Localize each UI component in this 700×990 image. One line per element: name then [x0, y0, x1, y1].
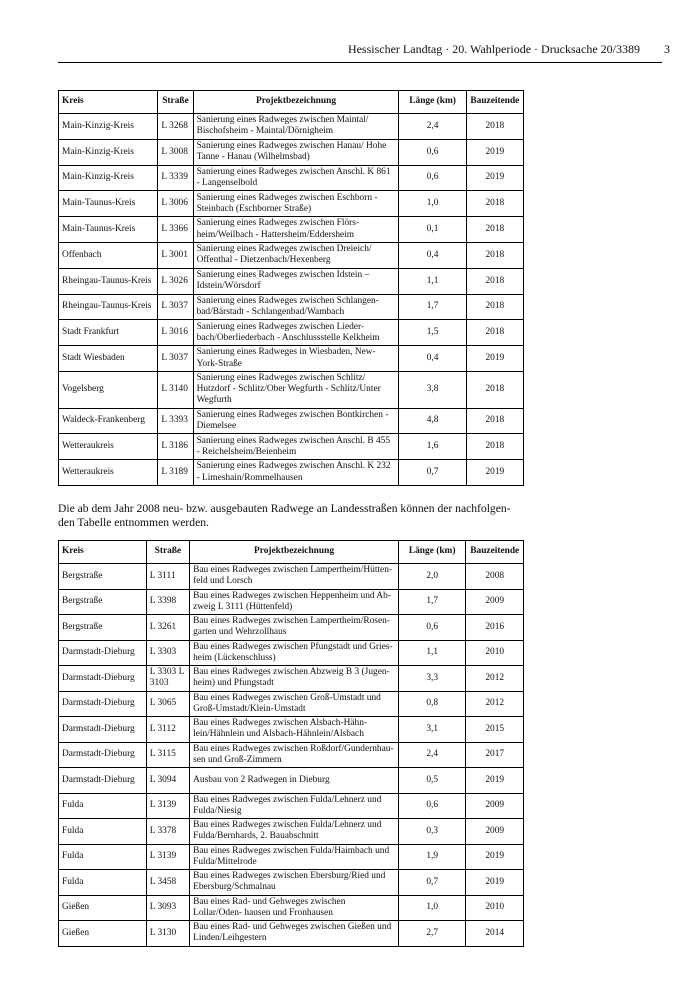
table-row	[59, 242, 524, 268]
cell-laenge: 2,7	[398, 921, 466, 947]
cell-projekt: Sanierung eines Radweges zwischen Schlangen- bad/Bärstadt - Schlangenbad/Wambach	[193, 294, 399, 320]
cell-kreis: Darmstadt-Dieburg	[59, 640, 147, 666]
cell-projekt: Sanierung eines Radweges zwischen Lieder- bach/Oberliederbach - Anschlussstelle Kelkheim	[193, 320, 399, 346]
cell-bauzeitende: 2009	[466, 819, 524, 845]
table-row	[59, 819, 524, 845]
cell-laenge: 1,0	[399, 191, 466, 217]
cell-laenge: 3,1	[398, 717, 466, 743]
cell-strasse: L 3303	[146, 640, 189, 666]
cell-kreis: Stadt Frankfurt	[59, 320, 158, 346]
cell-bauzeitende: 2018	[466, 242, 523, 268]
table-row	[59, 217, 524, 243]
cell-projekt: Sanierung eines Radweges zwischen Anschl. B 455 - Reichelsheim/Beienheim	[193, 434, 399, 460]
cell-strasse: L 3458	[146, 870, 189, 896]
cell-projekt: Bau eines Radweges zwischen Fulda/Lehnerz und Fulda/Bernhards, 2. Bauabschnitt	[190, 819, 399, 845]
cell-projekt: Sanierung eines Radweges zwischen Schlitz/ Hutzdorf - Schlitz/Ober Wegfurth - Schlitz/Unter Wegfurth	[193, 371, 399, 408]
column-header: Kreis	[59, 91, 158, 114]
cell-bauzeitende: 2010	[466, 640, 524, 666]
cell-projekt: Sanierung eines Radweges in Wiesbaden, New-York-Straße	[193, 346, 399, 372]
cell-projekt: Bau eines Radweges zwischen Roßdorf/Gundernhau- sen und Groß-Zimmern	[190, 742, 399, 768]
cell-bauzeitende: 2019	[466, 460, 523, 486]
cell-strasse: L 3016	[158, 320, 193, 346]
cell-bauzeitende: 2018	[466, 114, 523, 140]
cell-strasse: L 3139	[146, 793, 189, 819]
cell-projekt: Bau eines Radweges zwischen Lampertheim/Hütten- feld und Lorsch	[190, 564, 399, 590]
cell-projekt: Bau eines Radweges zwischen Fulda/Lehnerz und Fulda/Niesig	[190, 793, 399, 819]
table-row	[59, 371, 524, 408]
cell-strasse: L 3094	[146, 768, 189, 794]
column-header: Projektbezeichnung	[190, 541, 399, 564]
cell-bauzeitende: 2018	[466, 434, 523, 460]
cell-projekt: Bau eines Radweges zwischen Ebersburg/Ried und Ebersburg/Schmalnau	[190, 870, 399, 896]
cell-bauzeitende: 2015	[466, 717, 524, 743]
cell-kreis: Gießen	[59, 921, 147, 947]
cell-laenge: 1,5	[399, 320, 466, 346]
cell-laenge: 0,6	[398, 793, 466, 819]
paragraph: Die ab dem Jahr 2008 neu- bzw. ausgebauten Radwege an Landesstraßen können der nachfolgen- den Tabelle entnommen werden.	[58, 502, 511, 529]
cell-strasse: L 3303 L 3103	[146, 666, 189, 692]
table-row	[59, 294, 524, 320]
cell-laenge: 0,6	[398, 615, 466, 641]
cell-bauzeitende: 2010	[466, 895, 524, 921]
cell-bauzeitende: 2018	[466, 294, 523, 320]
cell-kreis: Darmstadt-Dieburg	[59, 666, 147, 692]
cell-projekt: Sanierung eines Radweges zwischen Bontkirchen - Diemelsee	[193, 408, 399, 434]
table-row	[59, 717, 524, 743]
table-row	[59, 434, 524, 460]
cell-bauzeitende: 2008	[466, 564, 524, 590]
cell-projekt: Sanierung eines Radweges zwischen Idstein – Idstein/Wörsdorf	[193, 268, 399, 294]
table-row	[59, 320, 524, 346]
cell-kreis: Wetteraukreis	[59, 460, 158, 486]
cell-bauzeitende: 2014	[466, 921, 524, 947]
cell-strasse: L 3093	[146, 895, 189, 921]
cell-projekt: Bau eines Radweges zwischen Lampertheim/Rosen- garten und Wehrzollhaus	[190, 615, 399, 641]
cell-laenge: 0,6	[399, 165, 466, 191]
cell-strasse: L 3115	[146, 742, 189, 768]
cell-strasse: L 3186	[158, 434, 193, 460]
table-neubau	[58, 540, 524, 947]
cell-projekt: Bau eines Rad- und Gehweges zwischen Gießen und Linden/Leihgestern	[190, 921, 399, 947]
cell-kreis: Darmstadt-Dieburg	[59, 691, 147, 717]
cell-strasse: L 3366	[158, 217, 193, 243]
cell-strasse: L 3393	[158, 408, 193, 434]
cell-kreis: Rheingau-Taunus-Kreis	[59, 268, 158, 294]
cell-kreis: Bergstraße	[59, 615, 147, 641]
table-row	[59, 460, 524, 486]
page-header	[0, 42, 700, 58]
column-header: Bauzeitende	[466, 91, 523, 114]
table-row	[59, 921, 524, 947]
cell-projekt: Bau eines Radweges zwischen Pfungstadt und Gries- heim (Lückenschluss)	[190, 640, 399, 666]
cell-kreis: Main-Kinzig-Kreis	[59, 114, 158, 140]
table-row	[59, 691, 524, 717]
table-row	[59, 615, 524, 641]
cell-bauzeitende: 2019	[466, 768, 524, 794]
cell-laenge: 1,1	[399, 268, 466, 294]
cell-kreis: Fulda	[59, 819, 147, 845]
cell-kreis: Rheingau-Taunus-Kreis	[59, 294, 158, 320]
cell-projekt: Bau eines Radweges zwischen Abzweig B 3 (Jugen- heim) und Pfungstadt	[190, 666, 399, 692]
table-row	[59, 139, 524, 165]
table-row	[59, 844, 524, 870]
cell-projekt: Sanierung eines Radweges zwischen Dreieich/ Offenthal - Dietzenbach/Hexenberg	[193, 242, 399, 268]
cell-strasse: L 3037	[158, 346, 193, 372]
cell-bauzeitende: 2019	[466, 844, 524, 870]
cell-projekt: Bau eines Radweges zwischen Alsbach-Hähn- lein/Hähnlein und Alsbach-Hähnlein/Alsbach	[190, 717, 399, 743]
table-row	[59, 114, 524, 140]
cell-strasse: L 3111	[146, 564, 189, 590]
column-header: Straße	[146, 541, 189, 564]
cell-projekt: Bau eines Radweges zwischen Groß-Umstadt und Groß-Umstadt/Klein-Umstadt	[190, 691, 399, 717]
cell-projekt: Bau eines Radweges zwischen Fulda/Haimbach und Fulda/Mittelrode	[190, 844, 399, 870]
cell-bauzeitende: 2018	[466, 408, 523, 434]
table-row	[59, 408, 524, 434]
column-header: Länge (km)	[399, 91, 466, 114]
cell-projekt: Bau eines Rad- und Gehweges zwischen Lollar/Oden- hausen und Fronhausen	[190, 895, 399, 921]
cell-kreis: Waldeck-Frankenberg	[59, 408, 158, 434]
cell-bauzeitende: 2018	[466, 217, 523, 243]
table-row	[59, 793, 524, 819]
column-header: Bauzeitende	[466, 541, 524, 564]
cell-strasse: L 3008	[158, 139, 193, 165]
cell-kreis: Stadt Wiesbaden	[59, 346, 158, 372]
table-row	[59, 870, 524, 896]
cell-projekt: Sanierung eines Radweges zwischen Flörs- heim/Weilbach - Hattersheim/Eddersheim	[193, 217, 399, 243]
cell-laenge: 0,7	[399, 460, 466, 486]
cell-projekt: Sanierung eines Radweges zwischen Maintal/ Bischofsheim - Maintal/Dörnigheim	[193, 114, 399, 140]
cell-strasse: L 3398	[146, 589, 189, 615]
cell-laenge: 0,4	[399, 346, 466, 372]
cell-kreis: Fulda	[59, 870, 147, 896]
cell-laenge: 1,9	[398, 844, 466, 870]
cell-laenge: 3,8	[399, 371, 466, 408]
cell-kreis: Main-Kinzig-Kreis	[59, 165, 158, 191]
cell-strasse: L 3189	[158, 460, 193, 486]
column-header: Kreis	[59, 541, 147, 564]
cell-bauzeitende: 2019	[466, 346, 523, 372]
header-rule	[58, 62, 662, 63]
cell-laenge: 2,4	[399, 114, 466, 140]
table-row	[59, 742, 524, 768]
cell-laenge: 0,4	[399, 242, 466, 268]
cell-strasse: L 3006	[158, 191, 193, 217]
cell-kreis: Bergstraße	[59, 564, 147, 590]
cell-strasse: L 3001	[158, 242, 193, 268]
cell-strasse: L 3065	[146, 691, 189, 717]
cell-projekt: Bau eines Radweges zwischen Heppenheim und Ab- zweig L 3111 (Hüttenfeld)	[190, 589, 399, 615]
cell-bauzeitende: 2018	[466, 268, 523, 294]
cell-projekt: Sanierung eines Radweges zwischen Anschl. K 232 - Limeshain/Rommelhausen	[193, 460, 399, 486]
column-header: Straße	[158, 91, 193, 114]
cell-laenge: 1,1	[398, 640, 466, 666]
cell-laenge: 0,6	[399, 139, 466, 165]
cell-kreis: Vogelsberg	[59, 371, 158, 408]
cell-strasse: L 3268	[158, 114, 193, 140]
cell-bauzeitende: 2019	[466, 139, 523, 165]
document-title: Hessischer Landtag · 20. Wahlperiode · Drucksache 20/3389	[347, 42, 640, 56]
table-row	[59, 346, 524, 372]
cell-strasse: L 3140	[158, 371, 193, 408]
cell-laenge: 0,5	[398, 768, 466, 794]
table-row	[59, 165, 524, 191]
table-row	[59, 768, 524, 794]
cell-bauzeitende: 2018	[466, 191, 523, 217]
cell-kreis: Main-Taunus-Kreis	[59, 217, 158, 243]
cell-laenge: 1,7	[398, 589, 466, 615]
cell-laenge: 1,0	[398, 895, 466, 921]
cell-bauzeitende: 2012	[466, 691, 524, 717]
cell-kreis: Main-Kinzig-Kreis	[59, 139, 158, 165]
cell-strasse: L 3026	[158, 268, 193, 294]
cell-kreis: Fulda	[59, 844, 147, 870]
page-number: 3	[664, 42, 670, 56]
table-header-row	[59, 541, 524, 564]
cell-strasse: L 3139	[146, 844, 189, 870]
table-row	[59, 268, 524, 294]
cell-laenge: 0,3	[398, 819, 466, 845]
cell-kreis: Bergstraße	[59, 589, 147, 615]
cell-kreis: Wetteraukreis	[59, 434, 158, 460]
cell-bauzeitende: 2016	[466, 615, 524, 641]
cell-kreis: Fulda	[59, 793, 147, 819]
cell-bauzeitende: 2012	[466, 666, 524, 692]
cell-laenge: 0,1	[399, 217, 466, 243]
column-header: Projektbezeichnung	[193, 91, 399, 114]
cell-laenge: 1,7	[399, 294, 466, 320]
table-row	[59, 666, 524, 692]
cell-strasse: L 3037	[158, 294, 193, 320]
table-row	[59, 191, 524, 217]
cell-strasse: L 3261	[146, 615, 189, 641]
cell-projekt: Sanierung eines Radweges zwischen Anschl. K 861 - Langenselbold	[193, 165, 399, 191]
cell-strasse: L 3130	[146, 921, 189, 947]
cell-bauzeitende: 2009	[466, 793, 524, 819]
cell-laenge: 0,8	[398, 691, 466, 717]
cell-strasse: L 3112	[146, 717, 189, 743]
table-row	[59, 564, 524, 590]
cell-kreis: Offenbach	[59, 242, 158, 268]
cell-kreis: Darmstadt-Dieburg	[59, 742, 147, 768]
cell-kreis: Gießen	[59, 895, 147, 921]
table-row	[59, 640, 524, 666]
cell-projekt: Ausbau von 2 Radwegen in Dieburg	[190, 768, 399, 794]
cell-bauzeitende: 2019	[466, 165, 523, 191]
cell-laenge: 2,4	[398, 742, 466, 768]
cell-kreis: Main-Taunus-Kreis	[59, 191, 158, 217]
table-sanierung	[58, 90, 524, 486]
table-row	[59, 895, 524, 921]
cell-bauzeitende: 2017	[466, 742, 524, 768]
cell-strasse: L 3339	[158, 165, 193, 191]
table-row	[59, 589, 524, 615]
cell-projekt: Sanierung eines Radweges zwischen Eschborn - Steinbach (Eschborner Straße)	[193, 191, 399, 217]
cell-bauzeitende: 2018	[466, 320, 523, 346]
cell-laenge: 0,7	[398, 870, 466, 896]
cell-laenge: 2,0	[398, 564, 466, 590]
cell-bauzeitende: 2019	[466, 870, 524, 896]
cell-bauzeitende: 2009	[466, 589, 524, 615]
column-header: Länge (km)	[398, 541, 466, 564]
cell-kreis: Darmstadt-Dieburg	[59, 768, 147, 794]
cell-laenge: 1,6	[399, 434, 466, 460]
table-header-row	[59, 91, 524, 114]
cell-bauzeitende: 2018	[466, 371, 523, 408]
cell-laenge: 3,3	[398, 666, 466, 692]
cell-strasse: L 3378	[146, 819, 189, 845]
cell-kreis: Darmstadt-Dieburg	[59, 717, 147, 743]
cell-projekt: Sanierung eines Radweges zwischen Hanau/ Hohe Tanne - Hanau (Wilhelmsbad)	[193, 139, 399, 165]
cell-laenge: 4,8	[399, 408, 466, 434]
